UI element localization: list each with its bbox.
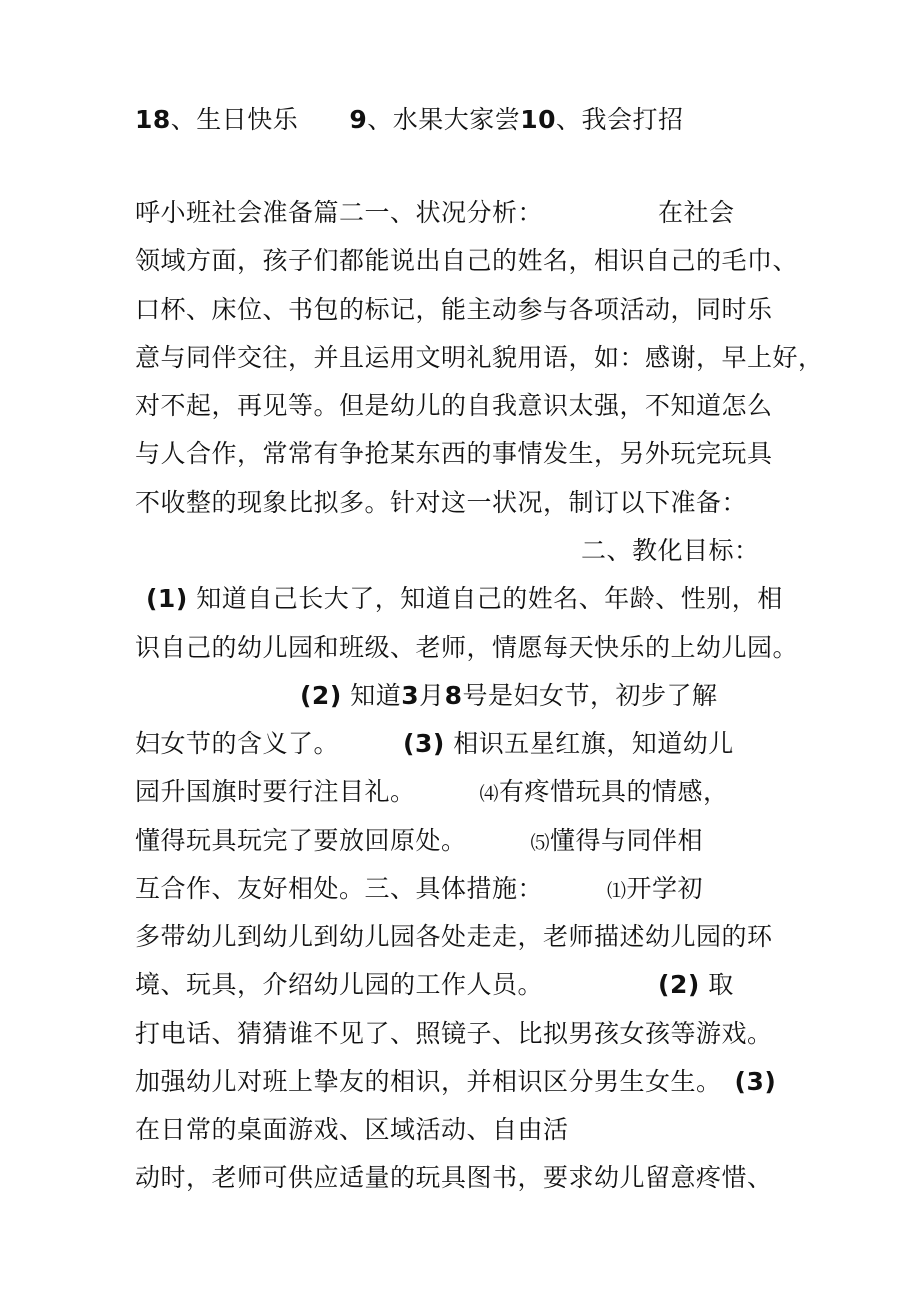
text-line <box>135 437 773 471</box>
text-segment: 不收整的现象比拟多。针对这一状况，制订以下准备： <box>135 488 748 517</box>
text-segment: 动时，老师可供应适量的玩具图书，要求幼儿留意疼惜、 <box>135 1163 773 1192</box>
text-line <box>135 341 824 375</box>
text-line <box>581 534 760 568</box>
text-segment: 与人合作，常常有争抢某东西的事情发生，另外玩完玩具 <box>135 439 773 468</box>
text-segment: 懂得与同伴相 <box>550 826 704 855</box>
text-segment: 互合作、友好相处。三、具体措施： <box>135 874 608 903</box>
text-line <box>135 293 773 327</box>
text-segment: 加强幼儿对班上挚友的相识，并相识区分男生女生。 <box>135 1067 735 1096</box>
text-segment: 意与同伴交往，并且运用文明礼貌用语，如：感谢，早上好， <box>135 343 824 372</box>
text-segment: 、生日快乐 <box>170 105 350 134</box>
text-segment: 知道自己长大了，知道自己的姓名、年龄、性别，相 <box>187 584 783 613</box>
text-segment: 、我会打招 <box>556 105 684 134</box>
number-text: (3) <box>403 729 445 758</box>
text-segment: 口杯、床位、书包的标记，能主动参与各项活动，同时乐 <box>135 295 773 324</box>
text-segment: 、水果大家尝 <box>367 105 521 134</box>
text-segment: 境、玩具，介绍幼儿园的工作人员。 <box>135 970 659 999</box>
text-line <box>135 196 735 230</box>
text-segment: 在日常的桌面游戏、区域活动、自由活 <box>135 1115 569 1144</box>
text-line <box>135 1113 569 1147</box>
text-segment: 领域方面，孩子们都能说出自己的姓名，相识自己的毛巾、 <box>135 246 799 275</box>
text-segment: 有疼惜玩具的情感， <box>499 777 729 806</box>
text-segment: 打电话、猜猜谁不见了、照镜子、比拟男孩女孩等游戏。 <box>135 1019 773 1048</box>
text-line <box>135 1161 773 1195</box>
text-line <box>135 775 729 811</box>
number-text: 3 <box>401 681 420 710</box>
text-line <box>135 920 773 954</box>
number-text: 18 <box>135 105 171 134</box>
text-line <box>135 1065 776 1099</box>
text-line <box>135 968 734 1002</box>
number-text: 8 <box>444 681 463 710</box>
text-segment: 懂得玩具玩完了要放回原处。 <box>135 826 531 855</box>
text-segment: ⑸ <box>530 832 551 854</box>
text-line <box>135 244 798 278</box>
text-segment: ⑴ <box>607 880 627 902</box>
number-text: (3) <box>734 1067 777 1096</box>
number-text: (2) <box>300 681 342 710</box>
text-segment: 号是妇女节，初步了解 <box>462 681 718 710</box>
text-line <box>135 824 703 860</box>
text-segment: 月 <box>419 681 445 710</box>
text-line <box>135 1017 773 1051</box>
text-segment: 园升国旗时要行注目礼。 <box>135 777 480 806</box>
text-segment: 二、教化目标： <box>581 536 760 565</box>
text-line <box>135 486 747 520</box>
number-text: 9 <box>349 105 368 134</box>
text-line <box>135 389 773 423</box>
text-segment: 对不起，再见等。但是幼儿的自我意识太强，不知道怎么 <box>135 391 773 420</box>
text-line <box>135 872 703 908</box>
text-segment: 识自己的幼儿园和班级、老师，情愿每天快乐的上幼儿园。 <box>135 633 799 662</box>
number-text: (1) <box>146 584 188 613</box>
text-segment: 开学初 <box>626 874 704 903</box>
text-line <box>300 679 718 713</box>
text-segment: 取 <box>699 970 734 999</box>
text-line <box>135 103 684 137</box>
text-line <box>135 631 798 665</box>
text-segment: 呼小班社会准备篇二一、状况分析： 在社会 <box>135 198 735 227</box>
text-segment: 知道 <box>341 681 402 710</box>
text-segment: 相识五星红旗，知道幼儿 <box>444 729 734 758</box>
text-segment: ⑷ <box>479 783 500 805</box>
text-segment: 妇女节的含义了。 <box>135 729 404 758</box>
number-text: (2) <box>658 970 700 999</box>
text-line <box>135 727 734 761</box>
text-segment: 多带幼儿到幼儿到幼儿园各处走走，老师描述幼儿园的环 <box>135 922 773 951</box>
text-line <box>146 582 783 616</box>
number-text: 10 <box>520 105 557 134</box>
